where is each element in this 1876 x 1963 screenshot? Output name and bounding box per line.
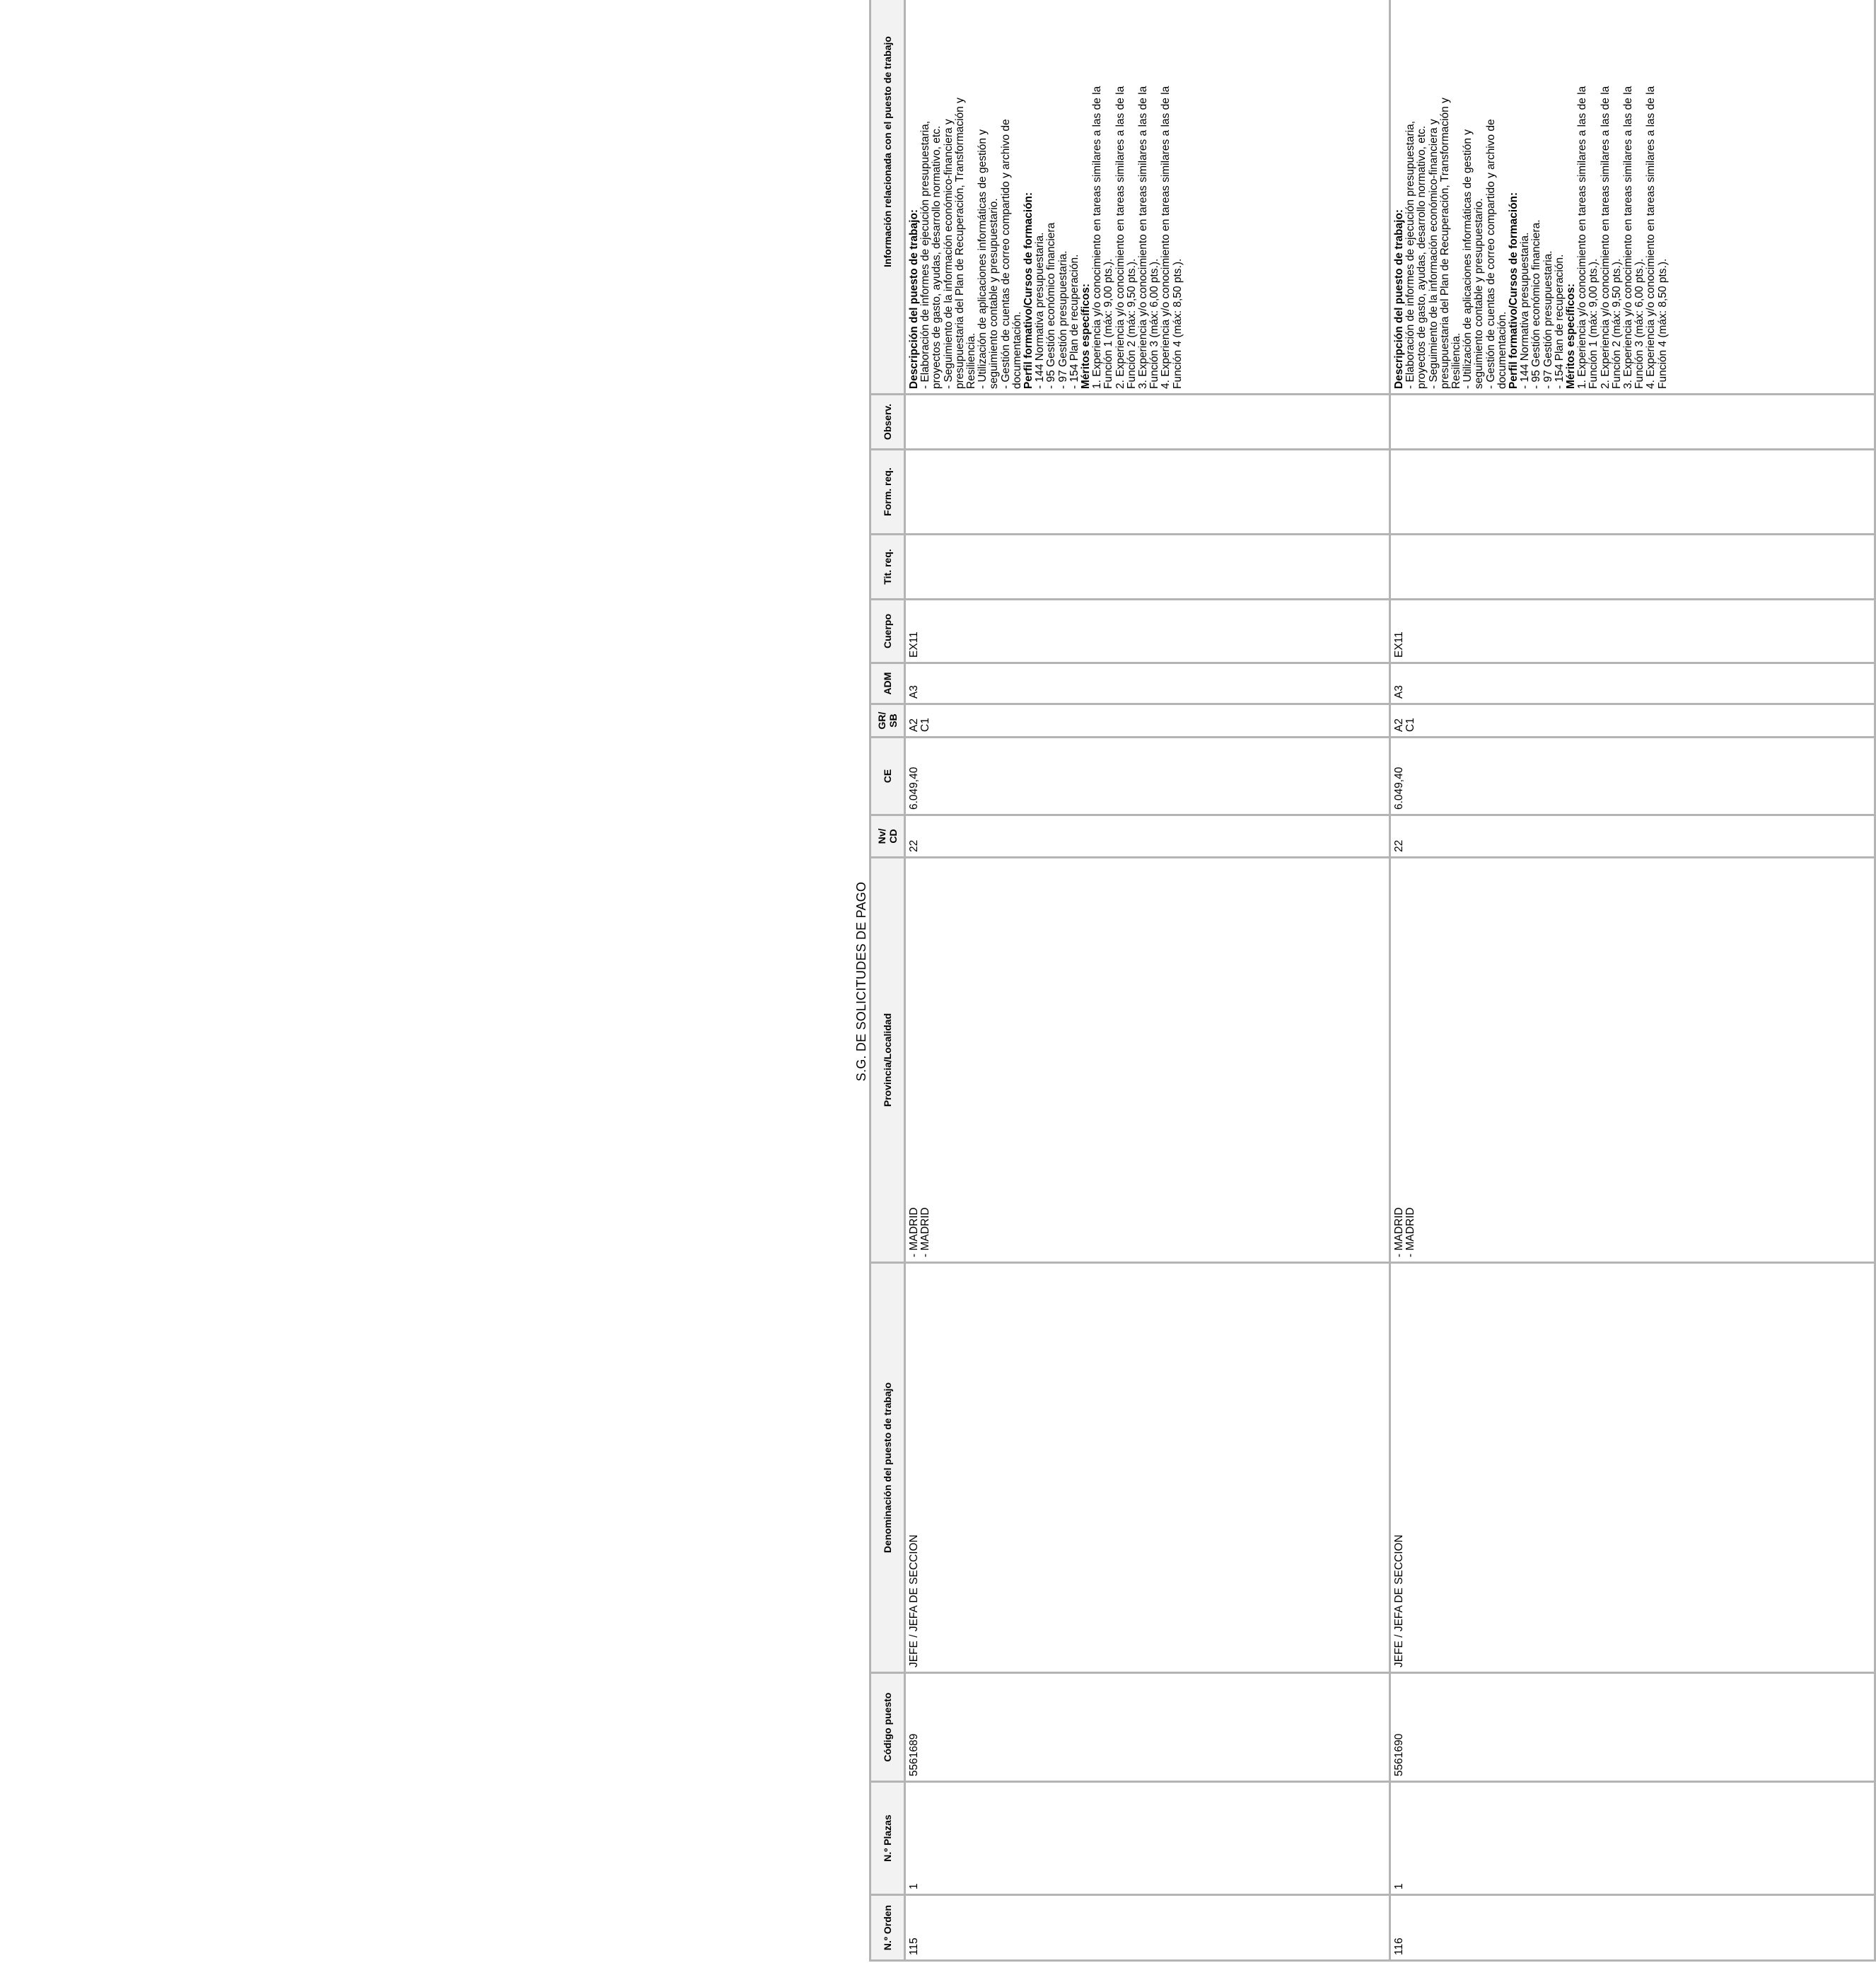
cell-titulacion [905,535,1390,600]
info-section-heading: Descripción del puesto de trabajo: [1393,209,1405,389]
header-nivel-line1: Nv/ [876,828,887,844]
cell-ce: 6.049,40 [905,738,1390,815]
header-orden: N.º Orden [870,1895,905,1961]
cell-cuerpo: EX11 [905,600,1390,663]
info-section-heading: Descripción del puesto de trabajo: [908,209,920,389]
info-section-heading: Perfil formativo/Cursos de formación: [1023,192,1035,389]
cell-nivel: 22 [905,815,1390,858]
info-line: documentación. [1010,311,1023,389]
info-section-heading: Méritos específicos: [1565,283,1578,389]
cell-cuerpo: EX11 [1390,600,1875,663]
header-grupo-line1: GR/ [876,711,887,730]
info-line: - Utilización de aplicaciones informáticas de gestión y [977,129,989,389]
cell-provincia-value: - MADRID [1393,1207,1405,1257]
info-line: proyectos de gasto, ayudas, desarrollo normativo, etc. [931,125,943,389]
cell-adm: A3 [1390,663,1875,704]
info-line: 1. Experiencia y/o conocimiento en tareas similares a las de la [1576,86,1589,389]
header-provincia: Provincia/Localidad [870,858,905,1263]
header-observaciones: Observ. [870,395,905,450]
cell-localidad-value: - MADRID [1404,1207,1417,1257]
info-line: 2. Experiencia y/o conocimiento en tareas similares a las de la [1114,86,1126,389]
cell-provincia [905,858,1390,1263]
cell-formacion [1390,450,1875,535]
cell-provincia [1390,858,1875,1263]
cell-grupo-value: A2 [908,718,920,732]
header-row [870,0,905,1961]
cell-titulacion [1390,535,1875,600]
info-line: Función 3 (máx: 6,00 pts.). [1148,258,1161,389]
info-line: - 95 Gestión económico financiera. [1530,219,1543,389]
info-section-heading: Perfil formativo/Cursos de formación: [1508,192,1520,389]
info-line: documentación. [1496,311,1508,389]
header-informacion: Información relacionada con el puesto de trabajo [870,0,905,395]
info-line: Resiliencia. [965,332,978,389]
cell-grupo-value: A2 [1393,718,1405,732]
info-line: - 97 Gestión presupuestaria. [1056,250,1069,389]
cell-provincia-value: - MADRID [908,1207,920,1257]
info-line: Función 3 (máx: 6,00 pts.). [1633,258,1646,389]
info-line: - Elaboración de informes de ejecución presupuestaria, [919,120,932,389]
cell-denominacion: JEFE / JEFA DE SECCION [1390,1263,1875,1673]
positions-table [869,0,1876,1962]
cell-codigo: 5561690 [1390,1673,1875,1782]
info-section-heading: Méritos específicos: [1080,283,1093,389]
info-line: Función 4 (máx: 8,50 pts.). [1171,258,1184,389]
info-line: 1. Experiencia y/o conocimiento en tareas similares a las de la [1091,86,1104,389]
info-line: - 95 Gestión económico financiera [1045,222,1058,389]
info-line: - 144 Normativa presupuestaria. [1034,232,1047,389]
header-nivel-line2: CD [887,829,899,844]
header-formacion: Form. req. [870,450,905,535]
cell-subgrupo-value: C1 [919,718,932,732]
header-grupo-line2: SB [887,713,899,728]
cell-plazas: 1 [1390,1782,1875,1895]
info-line: - 97 Gestión presupuestaria. [1542,250,1554,389]
info-line: - Seguimiento de la información económico-financiera y [942,119,955,389]
header-codigo: Código puesto [870,1673,905,1782]
cell-denominacion: JEFE / JEFA DE SECCION [905,1263,1390,1673]
cell-nivel: 22 [1390,815,1875,858]
info-line: Función 4 (máx: 8,50 pts.). [1656,258,1669,389]
cell-formacion [905,450,1390,535]
header-cuerpo: Cuerpo [870,600,905,663]
unit-title: S.G. DE SOLICITUDES DE PAGO [854,881,868,1082]
table-row [905,0,1390,1961]
info-line: 2. Experiencia y/o conocimiento en tareas similares a las de la [1599,86,1612,389]
table-row [1390,0,1875,1961]
header-titulacion: Tit. req. [870,535,905,600]
job-info-text [909,0,1184,389]
job-info-text [1394,0,1669,389]
info-line: Función 2 (máx: 9,50 pts.). [1610,258,1623,389]
info-line: - 154 Plan de recuperación. [1068,254,1080,389]
info-line: proyectos de gasto, ayudas, desarrollo normativo, etc. [1416,125,1428,389]
cell-adm: A3 [905,663,1390,704]
cell-orden: 116 [1390,1895,1875,1961]
header-adm: ADM [870,663,905,704]
header-nivel [870,815,905,858]
info-line: Función 1 (máx: 9,00 pts.). [1102,258,1115,389]
info-line: - Seguimiento de la información económico-financiera y [1427,119,1440,389]
cell-subgrupo-value: C1 [1404,718,1417,732]
cell-informacion [905,0,1390,395]
info-line: Función 2 (máx: 9,50 pts.). [1125,258,1138,389]
info-line: 3. Experiencia y/o conocimiento en tareas similares a las de la [1622,86,1635,389]
info-line: 4. Experiencia y/o conocimiento en tareas similares a las de la [1645,86,1657,389]
cell-ce: 6.049,40 [1390,738,1875,815]
cell-observaciones [905,395,1390,450]
info-line: - Elaboración de informes de ejecución presupuestaria, [1404,120,1417,389]
cell-plazas: 1 [905,1782,1390,1895]
info-line: seguimiento contable y presupuestario. [1473,198,1486,389]
info-line: - Gestión de cuentas de correo compartido y archivo de [999,119,1012,389]
cell-codigo: 5561689 [905,1673,1390,1782]
cell-grupo [1390,704,1875,738]
header-plazas: N.º Plazas [870,1782,905,1895]
header-ce: CE [870,738,905,815]
info-line: seguimiento contable y presupuestario. [988,198,1001,389]
info-line: 3. Experiencia y/o conocimiento en tareas similares a las de la [1137,86,1150,389]
info-line: - 154 Plan de recuperación. [1553,254,1566,389]
info-line: Resiliencia. [1450,332,1463,389]
info-line: presupuestaria del Plan de Recuperación, Transformación y [953,98,966,389]
info-line: - Utilización de aplicaciones informáticas de gestión y [1462,129,1474,389]
info-line: presupuestaria del Plan de Recuperación, Transformación y [1438,98,1451,389]
cell-localidad-value: - MADRID [919,1207,932,1257]
info-line: - Gestión de cuentas de correo compartido y archivo de [1484,119,1497,389]
info-line: - 144 Normativa presupuestaria. [1519,232,1532,389]
cell-orden: 115 [905,1895,1390,1961]
cell-informacion [1390,0,1875,395]
info-line: 4. Experiencia y/o conocimiento en tareas similares a las de la [1160,86,1172,389]
cell-grupo [905,704,1390,738]
header-denominacion: Denominación del puesto de trabajo [870,1263,905,1673]
header-grupo [870,704,905,738]
info-line: Función 1 (máx: 9,00 pts.). [1587,258,1600,389]
cell-observaciones [1390,395,1875,450]
